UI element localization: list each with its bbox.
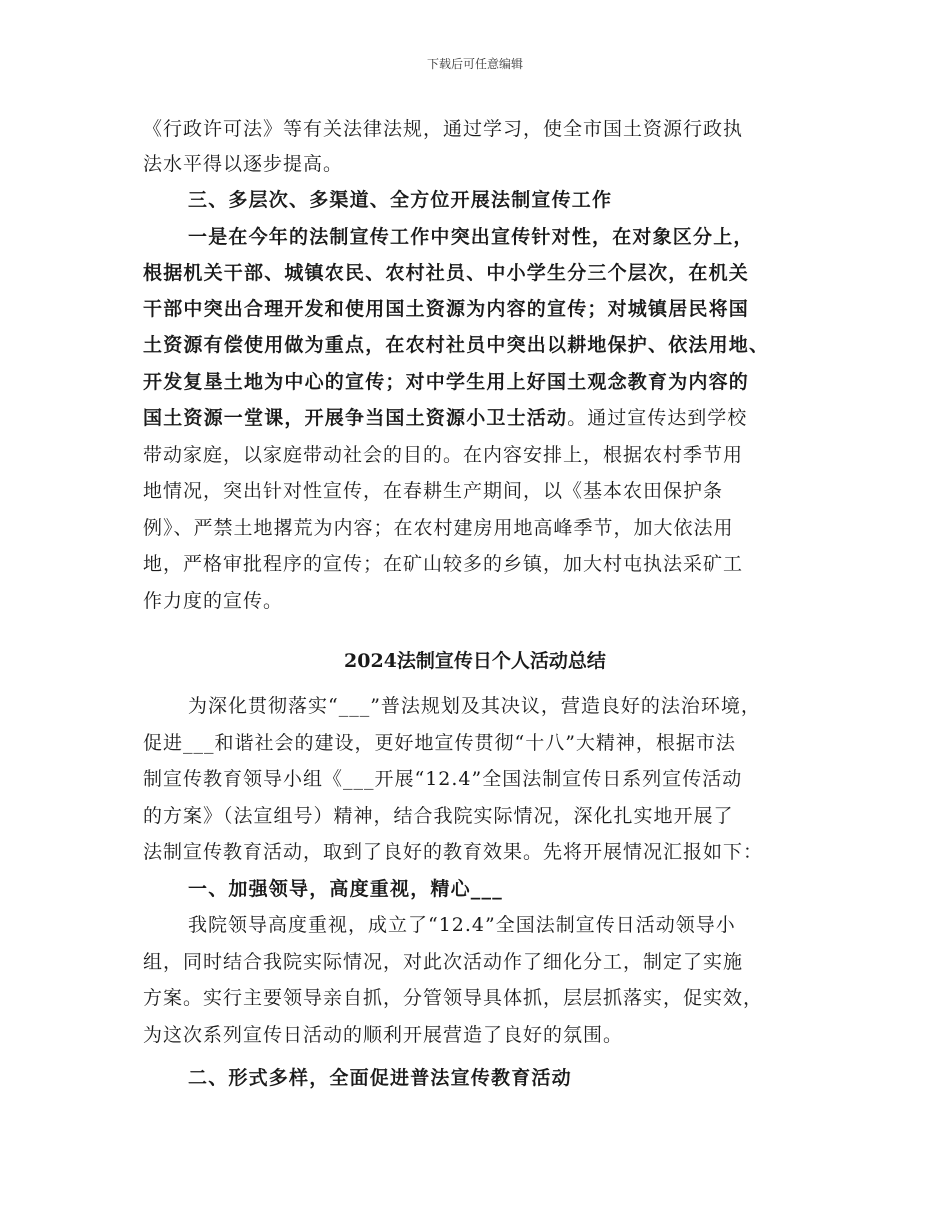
section-heading: 一、加强领导，高度重视，精心___ [188, 878, 503, 900]
paragraph-line [143, 406, 747, 430]
plain-text: 。通过宣传达到学校 [567, 407, 748, 429]
paragraph-line: 方案。实行主要领导亲自抓，分管领导具体抓，层层抓落实，促实效， [143, 987, 764, 1009]
paragraph-line: 的方案》（法宣组号）精神，结合我院实际情况，深化扎实地开展了 [143, 805, 734, 827]
paragraph-line: 地情况，突出针对性宣传，在春耕生产期间，以《基本农田保护条 [143, 480, 724, 502]
section-heading: 二、形式多样，全面促进普法宣传教育活动 [188, 1067, 572, 1089]
paragraph-line: 为这次系列宣传日活动的顺利开展营造了良好的氛围。 [143, 1024, 624, 1046]
paragraph-line: 组，同时结合我院实际情况，对此次活动作了细化分工，制定了实施 [143, 951, 744, 973]
paragraph-line: 为深化贯彻落实“___”普法规划及其决议，营造良好的法治环境， [188, 695, 761, 717]
paragraph-line: 例》、严禁土地撂荒为内容；在农村建房用地高峰季节，加大依法用 [143, 517, 734, 539]
paragraph-line: 促进___和谐社会的建设，更好地宣传贯彻“十八”大精神，根据市法 [143, 732, 736, 754]
paragraph-line: 土资源有偿使用做为重点，在农村社员中突出以耕地保护、依法用地、 [143, 334, 770, 356]
paragraph-line: 带动家庭，以家庭带动社会的目的。在内容安排上，根据农村季节用 [143, 444, 744, 466]
page-header: 下载后可任意编辑 [426, 57, 523, 71]
section-heading: 三、多层次、多渠道、全方位开展法制宣传工作 [188, 189, 613, 211]
paragraph-line: 开发复垦土地为中心的宣传；对中学生用上好国土观念教育为内容的 [143, 371, 750, 393]
paragraph-line: 制宣传教育领导小组《___开展“12.4”全国法制宣传日系列宣传活动 [143, 768, 743, 790]
paragraph-line: 根据机关干部、城镇农民、农村社员、中小学生分三个层次，在机关 [143, 262, 750, 284]
bold-text: 国土资源一堂课，开展争当国土资源小卫士活动 [143, 407, 568, 429]
paragraph-line: 法制宣传教育活动，取到了良好的教育效果。先将开展情况汇报如下： [143, 841, 764, 863]
paragraph-line: 干部中突出合理开发和使用国土资源为内容的宣传；对城镇居民将国 [143, 298, 750, 320]
paragraph-line: 法水平得以逐步提高。 [143, 153, 344, 175]
document-title: 2024法制宣传日个人活动总结 [344, 650, 606, 672]
paragraph-line: 地，严格审批程序的宣传；在矿山较多的乡镇，加大村屯执法采矿工 [143, 553, 744, 575]
paragraph-line: 作力度的宣传。 [143, 590, 284, 612]
paragraph-line: 我院领导高度重视，成立了“12.4”全国法制宣传日活动领导小 [188, 914, 736, 936]
paragraph-line: 《行政许可法》等有关法律法规，通过学习，使全市国土资源行政执 [143, 118, 744, 140]
paragraph-line: 一是在今年的法制宣传工作中突出宣传针对性，在对象区分上， [188, 226, 754, 248]
